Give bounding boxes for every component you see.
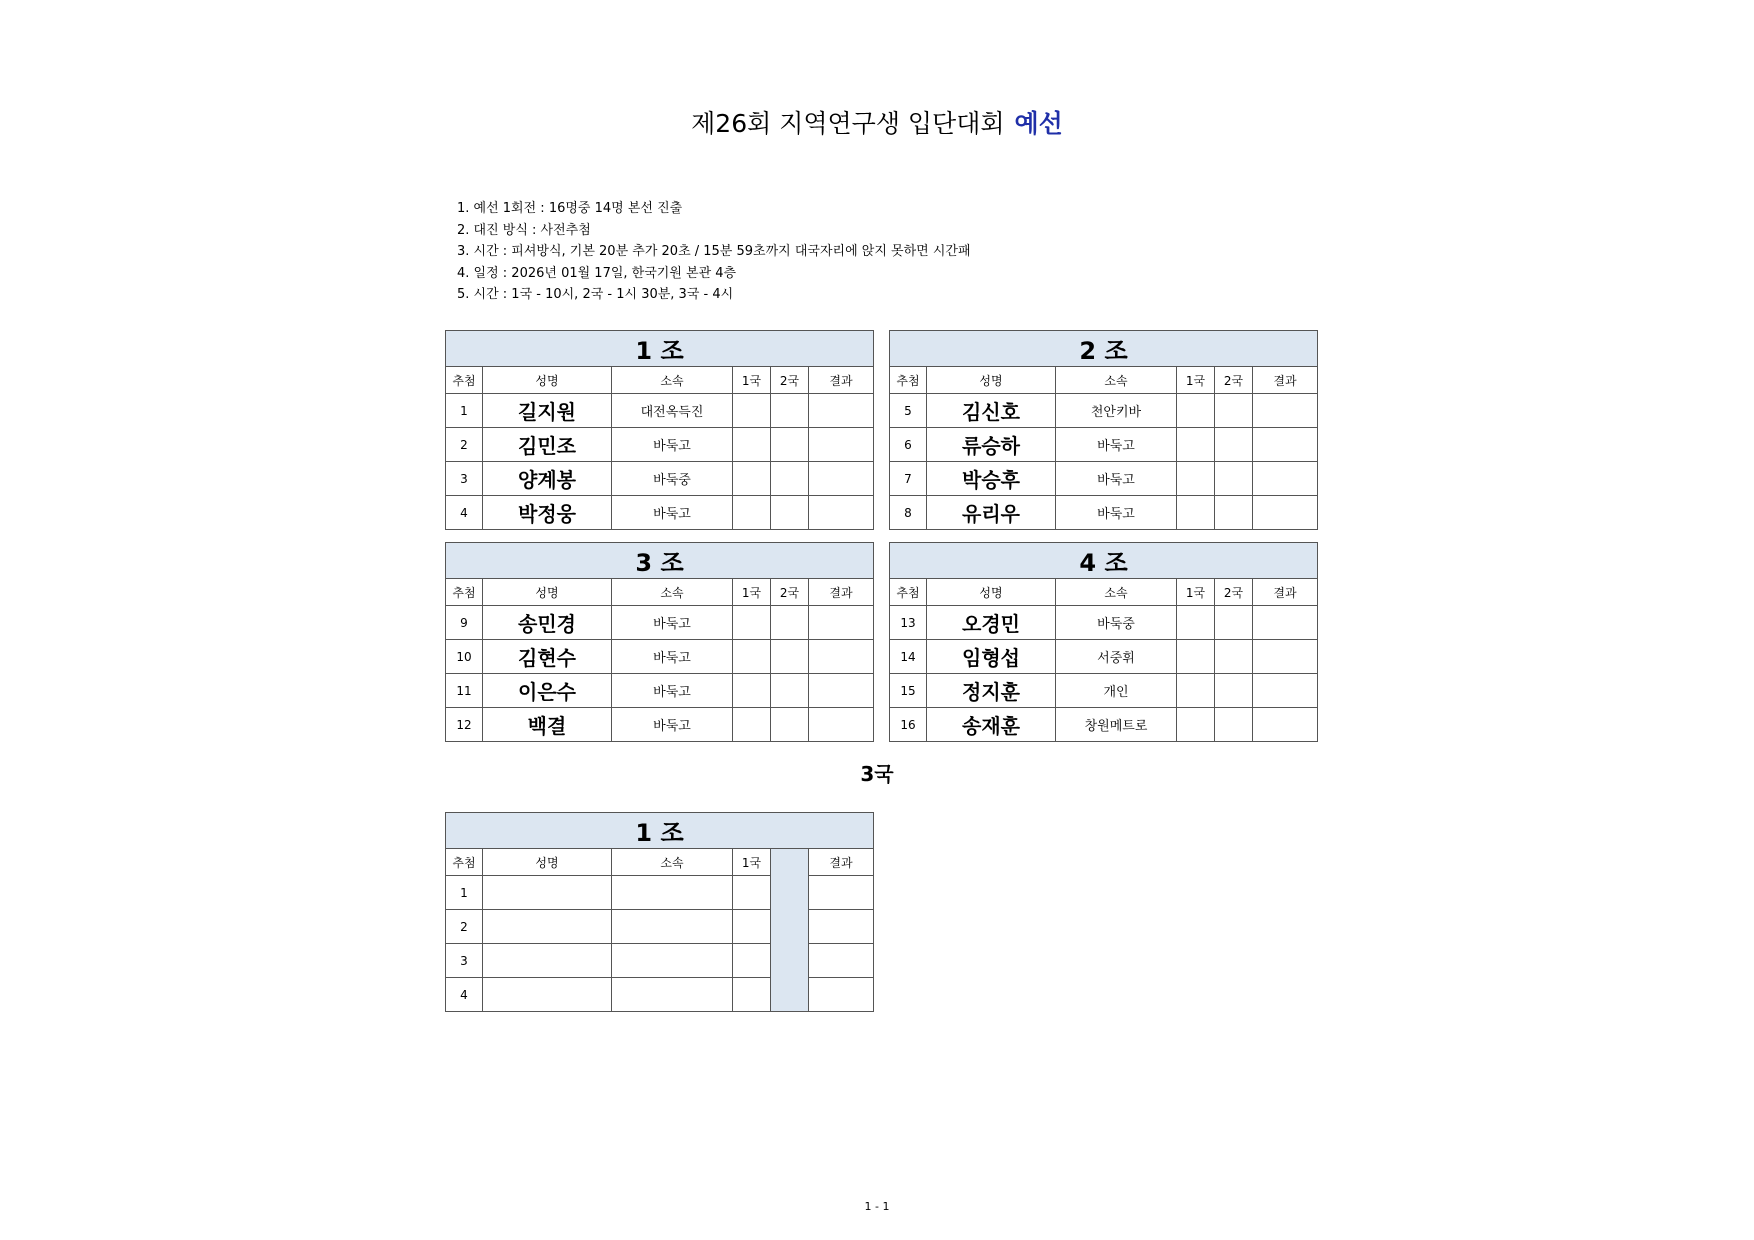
player-affiliation: 바둑고 [1056, 462, 1177, 496]
table-row [446, 496, 874, 530]
col-header-result: 결과 [1253, 367, 1318, 394]
game1-cell[interactable] [1177, 496, 1215, 530]
table-row [446, 640, 874, 674]
game1-cell[interactable] [1177, 462, 1215, 496]
player-name: 김현수 [483, 640, 612, 674]
result-cell[interactable] [1253, 640, 1318, 674]
game1-cell[interactable] [1177, 708, 1215, 742]
player-affiliation: 개인 [1056, 674, 1177, 708]
player-name: 길지원 [483, 394, 612, 428]
page-number: 1 - 1 [864, 1200, 890, 1213]
draw-number: 1 [446, 876, 483, 910]
name-cell[interactable] [483, 978, 612, 1012]
col-header-name: 성명 [927, 579, 1056, 606]
col-header-game2: 2국 [771, 367, 809, 394]
result-cell[interactable] [1253, 708, 1318, 742]
draw-number: 5 [890, 394, 927, 428]
game1-cell[interactable] [733, 978, 771, 1012]
game2-cell[interactable] [771, 640, 809, 674]
col-header-affiliation: 소속 [612, 849, 733, 876]
draw-number: 7 [890, 462, 927, 496]
col-header-game1: 1국 [733, 579, 771, 606]
table-row [446, 428, 874, 462]
game2-cell[interactable] [1215, 462, 1253, 496]
rules-list [457, 198, 971, 306]
result-cell[interactable] [809, 606, 874, 640]
col-header-result: 결과 [809, 579, 874, 606]
player-name: 백결 [483, 708, 612, 742]
result-cell[interactable] [809, 496, 874, 530]
result-cell[interactable] [809, 674, 874, 708]
group-title: 1 조 [446, 331, 874, 367]
col-header-game1: 1국 [1177, 367, 1215, 394]
player-name: 송재훈 [927, 708, 1056, 742]
game1-cell[interactable] [733, 640, 771, 674]
draw-number: 1 [446, 394, 483, 428]
col-header-name: 성명 [483, 579, 612, 606]
player-affiliation: 바둑고 [1056, 428, 1177, 462]
col-header-result: 결과 [809, 849, 874, 876]
table-row [446, 394, 874, 428]
draw-number: 13 [890, 606, 927, 640]
player-name: 이은수 [483, 674, 612, 708]
result-cell[interactable] [809, 708, 874, 742]
affiliation-cell[interactable] [612, 910, 733, 944]
round3-group-table [445, 812, 874, 1012]
group-title: 3 조 [446, 543, 874, 579]
game1-cell[interactable] [733, 708, 771, 742]
game2-cell[interactable] [1215, 640, 1253, 674]
player-affiliation: 바둑고 [612, 428, 733, 462]
col-header-affiliation: 소속 [612, 367, 733, 394]
affiliation-cell[interactable] [612, 876, 733, 910]
name-cell[interactable] [483, 910, 612, 944]
group-title: 4 조 [890, 543, 1318, 579]
affiliation-cell[interactable] [612, 944, 733, 978]
game1-cell[interactable] [733, 462, 771, 496]
game2-cell[interactable] [1215, 428, 1253, 462]
result-cell[interactable] [809, 394, 874, 428]
group-table [889, 542, 1318, 742]
game2-cell[interactable] [1215, 606, 1253, 640]
affiliation-cell[interactable] [612, 978, 733, 1012]
game1-cell[interactable] [1177, 640, 1215, 674]
col-header-affiliation: 소속 [612, 579, 733, 606]
table-row [890, 606, 1318, 640]
result-cell[interactable] [809, 428, 874, 462]
col-header-name: 성명 [483, 367, 612, 394]
result-cell[interactable] [809, 876, 874, 910]
game1-cell[interactable] [1177, 674, 1215, 708]
game2-cell[interactable] [1215, 496, 1253, 530]
col-header-game2: 2국 [771, 579, 809, 606]
player-name: 김민조 [483, 428, 612, 462]
game1-cell[interactable] [733, 674, 771, 708]
game1-cell[interactable] [733, 910, 771, 944]
player-name: 박승후 [927, 462, 1056, 496]
col-header-affiliation: 소속 [1056, 367, 1177, 394]
name-cell[interactable] [483, 944, 612, 978]
draw-number: 4 [446, 496, 483, 530]
player-affiliation: 바둑고 [612, 496, 733, 530]
round3-heading: 3국 [860, 762, 894, 786]
result-cell[interactable] [809, 978, 874, 1012]
draw-number: 9 [446, 606, 483, 640]
col-header-game1: 1국 [733, 367, 771, 394]
draw-number: 6 [890, 428, 927, 462]
game1-cell[interactable] [1177, 428, 1215, 462]
draw-number: 3 [446, 462, 483, 496]
col-header-result: 결과 [1253, 579, 1318, 606]
draw-number: 3 [446, 944, 483, 978]
table-row [890, 462, 1318, 496]
col-header-draw: 추첨 [890, 367, 927, 394]
table-row [446, 462, 874, 496]
player-name: 정지훈 [927, 674, 1056, 708]
result-cell[interactable] [809, 944, 874, 978]
title-main: 제26회 지역연구생 입단대회 [691, 109, 1005, 138]
col-header-draw: 추첨 [446, 849, 483, 876]
result-cell[interactable] [1253, 606, 1318, 640]
player-name: 유리우 [927, 496, 1056, 530]
game2-cell[interactable] [771, 674, 809, 708]
player-affiliation: 바둑중 [1056, 606, 1177, 640]
result-cell[interactable] [1253, 496, 1318, 530]
col-header-name: 성명 [927, 367, 1056, 394]
col-header-game2: 2국 [1215, 367, 1253, 394]
group-title: 1 조 [446, 813, 874, 849]
game2-cell[interactable] [771, 708, 809, 742]
col-header-draw: 추첨 [890, 579, 927, 606]
col-header-affiliation: 소속 [1056, 579, 1177, 606]
game2-cell[interactable] [771, 606, 809, 640]
table-row [890, 708, 1318, 742]
game1-cell[interactable] [733, 428, 771, 462]
game2-cell[interactable] [771, 462, 809, 496]
game2-cell[interactable] [771, 428, 809, 462]
game2-cell[interactable] [1215, 394, 1253, 428]
shaded-column [771, 849, 809, 1012]
table-row [890, 428, 1318, 462]
page-title [0, 104, 1754, 140]
table-row [446, 674, 874, 708]
game1-cell[interactable] [1177, 394, 1215, 428]
draw-number: 10 [446, 640, 483, 674]
group-table [889, 330, 1318, 530]
game1-cell[interactable] [733, 394, 771, 428]
player-affiliation: 바둑고 [612, 708, 733, 742]
player-name: 오경민 [927, 606, 1056, 640]
player-affiliation: 바둑고 [612, 606, 733, 640]
result-cell[interactable] [1253, 674, 1318, 708]
col-header-game1: 1국 [1177, 579, 1215, 606]
draw-number: 2 [446, 910, 483, 944]
game1-cell[interactable] [1177, 606, 1215, 640]
draw-number: 2 [446, 428, 483, 462]
game2-cell[interactable] [771, 394, 809, 428]
draw-number: 8 [890, 496, 927, 530]
table-row [890, 496, 1318, 530]
player-name: 양계봉 [483, 462, 612, 496]
name-cell[interactable] [483, 876, 612, 910]
group-table [445, 330, 874, 530]
player-affiliation: 천안키바 [1056, 394, 1177, 428]
player-affiliation: 창원메트로 [1056, 708, 1177, 742]
game1-cell[interactable] [733, 496, 771, 530]
game2-cell[interactable] [1215, 674, 1253, 708]
player-affiliation: 바둑중 [612, 462, 733, 496]
col-header-name: 성명 [483, 849, 612, 876]
col-header-game2: 2국 [1215, 579, 1253, 606]
game2-cell[interactable] [1215, 708, 1253, 742]
rule-item: 5. 시간 : 1국 - 10시, 2국 - 1시 30분, 3국 - 4시 [457, 287, 734, 302]
group-table [445, 542, 874, 742]
col-header-result: 결과 [809, 367, 874, 394]
rule-item: 4. 일정 : 2026년 01월 17일, 한국기원 본관 4층 [457, 265, 737, 281]
player-affiliation: 바둑고 [612, 674, 733, 708]
player-name: 임형섭 [927, 640, 1056, 674]
player-affiliation: 대전옥득진 [612, 394, 733, 428]
col-header-game1: 1국 [733, 849, 771, 876]
rule-item: 3. 시간 : 피셔방식, 기본 20분 추가 20초 / 15분 59초까지 대국자리에 앉지 못하면 시간패 [457, 244, 971, 259]
draw-number: 11 [446, 674, 483, 708]
result-cell[interactable] [1253, 394, 1318, 428]
result-cell[interactable] [1253, 428, 1318, 462]
result-cell[interactable] [809, 462, 874, 496]
game2-cell[interactable] [771, 496, 809, 530]
game1-cell[interactable] [733, 944, 771, 978]
table-row [446, 606, 874, 640]
game1-cell[interactable] [733, 876, 771, 910]
draw-number: 4 [446, 978, 483, 1012]
result-cell[interactable] [1253, 462, 1318, 496]
table-row [890, 674, 1318, 708]
col-header-draw: 추첨 [446, 579, 483, 606]
game1-cell[interactable] [733, 606, 771, 640]
title-accent: 예선 [1014, 109, 1063, 138]
table-row [890, 394, 1318, 428]
player-name: 김신호 [927, 394, 1056, 428]
player-name: 류승하 [927, 428, 1056, 462]
draw-number: 14 [890, 640, 927, 674]
rule-item: 1. 예선 1회전 : 16명중 14명 본선 진출 [457, 201, 683, 216]
player-affiliation: 바둑고 [1056, 496, 1177, 530]
draw-number: 15 [890, 674, 927, 708]
result-cell[interactable] [809, 910, 874, 944]
player-name: 박정웅 [483, 496, 612, 530]
result-cell[interactable] [809, 640, 874, 674]
draw-number: 12 [446, 708, 483, 742]
table-row [446, 708, 874, 742]
rule-item: 2. 대진 방식 : 사전추첨 [457, 222, 591, 238]
player-affiliation: 서중휘 [1056, 640, 1177, 674]
col-header-draw: 추첨 [446, 367, 483, 394]
player-name: 송민경 [483, 606, 612, 640]
table-row [890, 640, 1318, 674]
draw-number: 16 [890, 708, 927, 742]
player-affiliation: 바둑고 [612, 640, 733, 674]
group-title: 2 조 [890, 331, 1318, 367]
